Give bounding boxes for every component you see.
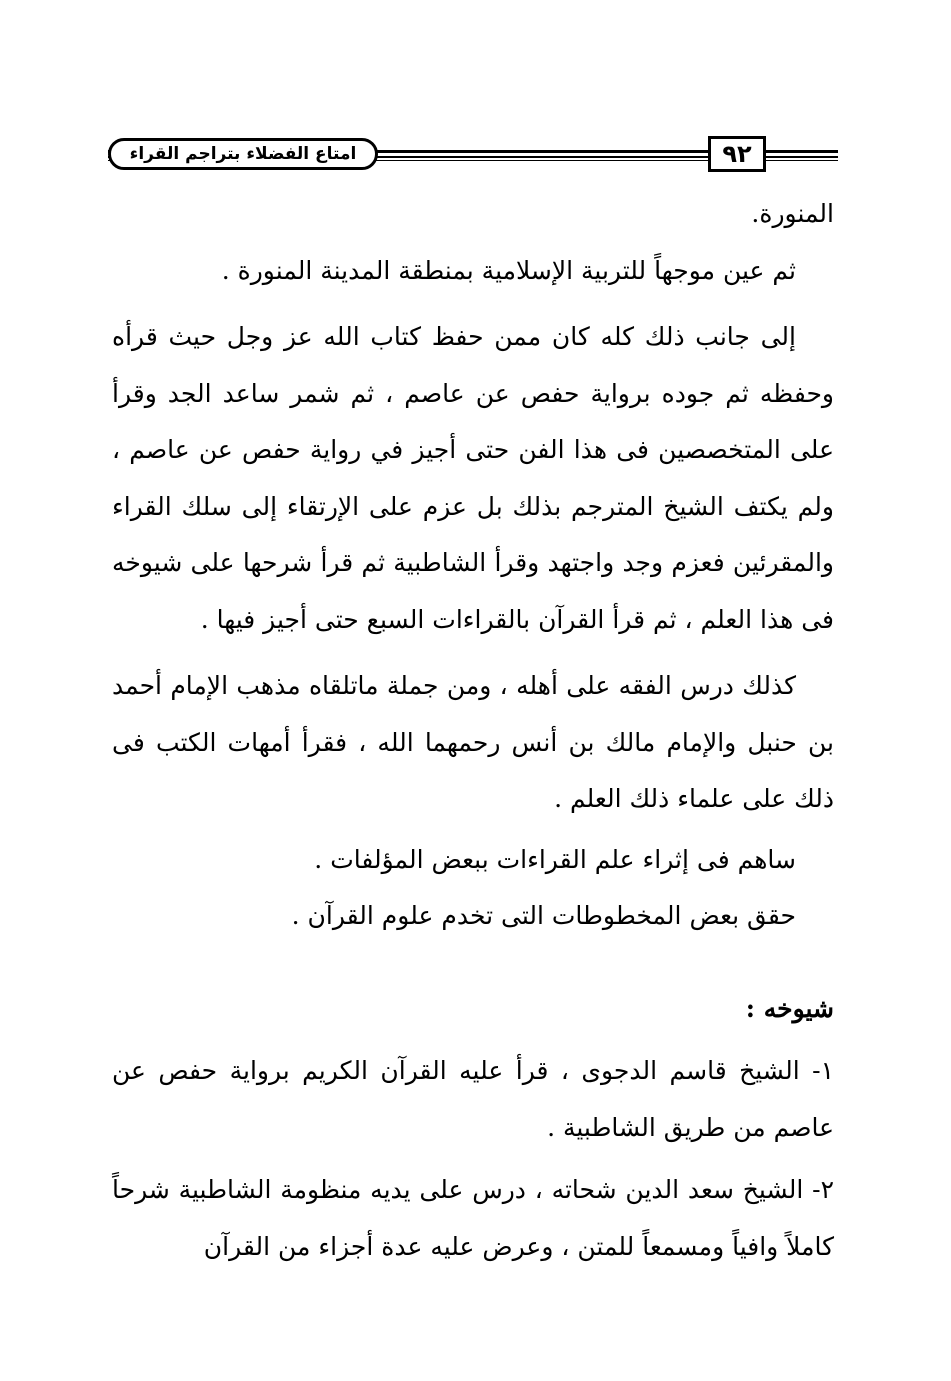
section-heading-teachers: شيوخه : bbox=[745, 993, 834, 1023]
paragraph: حقق بعض المخطوطات التى تخدم علوم القرآن . bbox=[291, 901, 796, 930]
paragraph: إلى جانب ذلك كله كان ممن حفظ كتاب الله عز وجل حيث قرأه وحفظه ثم جوده برواية حفص عن عاصم ، ثم شمر ساعد الجد وقرأ على المتخصصين فى هذا الفن حتى أجيز في رواية حفص عن عاصم ، ولم يكتف الشيخ المترجم بذلك بل عزم على الإرتقاء إلى سلك القراء والمقرئين فعزم وجد واجتهد وقرأ الشاطبية ثم قرأ شرحها على شيوخه فى هذا العلم ، ثم قرأ القرآن بالقراءات السبع حتى أجيز فيها . bbox=[112, 322, 834, 634]
paragraph-continuation: المنورة. bbox=[751, 199, 834, 228]
list-item: ١- الشيخ قاسم الدجوى ، قرأ عليه القرآن الكريم برواية حفص عن عاصم من طريق الشاطبية . bbox=[112, 1056, 834, 1142]
paragraph: ساهم فى إثراء علم القراءات ببعض المؤلفات . bbox=[314, 844, 796, 874]
page-body bbox=[112, 186, 834, 1275]
page-number: ٩٢ bbox=[708, 136, 766, 172]
book-title: امتاع الفضلاء بتراجم القراء bbox=[108, 138, 378, 170]
paragraph: ثم عين موجهاً للتربية الإسلامية بمنطقة المدينة المنورة . bbox=[221, 255, 796, 285]
list-item: ٢- الشيخ سعد الدين شحاته ، درس على يديه منظومة الشاطبية شرحاً كاملاً وافياً ومسمعاً للمتن ، وعرض عليه عدة أجزاء من القرآن bbox=[112, 1175, 834, 1261]
running-header bbox=[108, 138, 838, 178]
paragraph: كذلك درس الفقه على أهله ، ومن جملة ماتلقاه مذهب الإمام أحمد بن حنبل والإمام مالك بن أنس رحمهما الله ، فقرأ أمهات الكتب فى ذلك على علماء ذلك العلم . bbox=[112, 671, 834, 813]
